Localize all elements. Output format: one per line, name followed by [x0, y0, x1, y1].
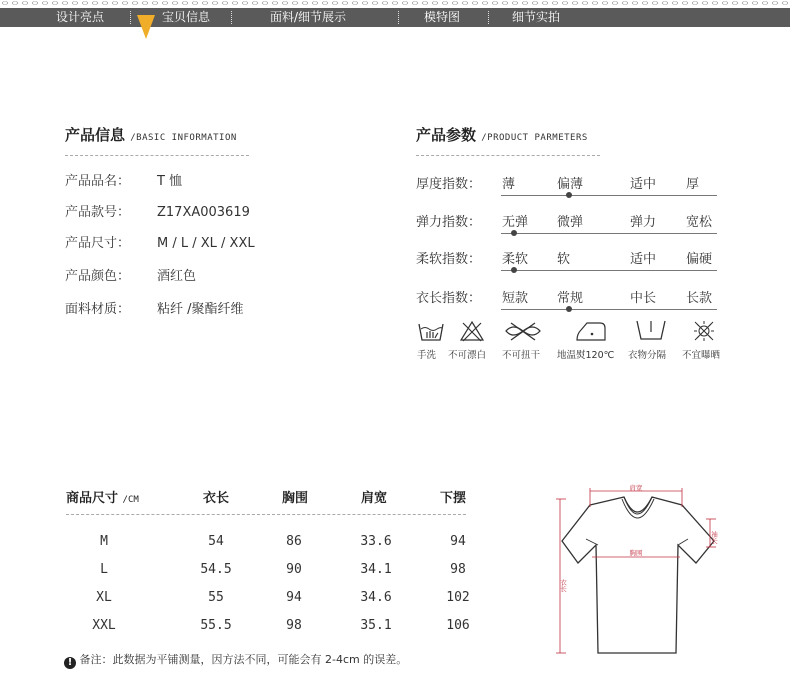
param-option: 宽松: [686, 215, 713, 230]
divider: [416, 155, 600, 156]
no-bleach-icon: [459, 320, 485, 342]
info-value: 粘纤 /聚酯纤维: [157, 302, 244, 317]
size-table-cell: 86: [286, 534, 302, 549]
param-option: 长款: [686, 291, 713, 306]
param-option: 弹力: [630, 215, 657, 230]
size-table-cell: 34.1: [360, 562, 392, 577]
size-table-header-chest: 胸围: [282, 491, 309, 506]
size-table-cell: 94: [286, 590, 302, 605]
nav-separator: [130, 11, 131, 24]
size-table-cell: 54: [208, 534, 224, 549]
warning-icon: !: [64, 657, 76, 669]
care-label: 不宜曝晒: [682, 350, 721, 361]
param-option: 适中: [630, 252, 657, 267]
info-row-name: [65, 170, 182, 189]
info-value: M / L / XL / XXL: [157, 236, 255, 251]
size-table-cell: 35.1: [360, 618, 392, 633]
param-option: 软: [557, 252, 571, 267]
param-option: 常规: [557, 291, 584, 306]
nav-item-product-info[interactable]: 宝贝信息: [162, 10, 211, 24]
size-table-header-hem: 下摆: [440, 491, 467, 506]
tshirt-icon: [562, 497, 714, 653]
care-label: 不可漂白: [448, 350, 487, 361]
param-option: 偏硬: [686, 252, 713, 267]
info-label: 产品颜色：: [65, 269, 131, 284]
param-option: 无弹: [502, 215, 529, 230]
product-info-subtitle: /BASIC INFORMATION: [130, 133, 237, 143]
param-label: 厚度指数：: [416, 177, 482, 192]
size-table-cell: 34.6: [360, 590, 392, 605]
info-label: 产品款号：: [65, 205, 131, 220]
param-label: 衣长指数：: [416, 291, 482, 306]
size-table-header-length: 衣长: [203, 491, 230, 506]
product-info-title-text: 产品信息: [65, 126, 126, 144]
nav-separator: [488, 11, 489, 24]
size-note-text: 备注：此数据为平铺测量，因方法不同，可能会有 2-4cm 的误差。: [79, 653, 408, 666]
care-label: 不可扭干: [502, 350, 541, 361]
param-scale-line: [501, 233, 717, 234]
iron-low-icon: [574, 320, 608, 342]
size-note: [64, 651, 407, 669]
size-table-cell: XXL: [92, 618, 116, 633]
nav-item-detail-photos[interactable]: 细节实拍: [512, 10, 561, 24]
param-option: 短款: [502, 291, 529, 306]
divider: [65, 155, 249, 156]
param-option: 薄: [502, 177, 516, 192]
param-option: 微弹: [557, 215, 584, 230]
info-row-color: [65, 265, 196, 284]
size-table-cell: M: [100, 534, 108, 549]
no-wring-icon: [503, 320, 543, 342]
param-scale-marker: [566, 192, 572, 198]
info-value: T 恤: [157, 174, 183, 189]
top-nav: [0, 0, 790, 30]
care-label: 地温熨120℃: [557, 350, 615, 361]
nav-item-fabric[interactable]: 面料/细节展示: [270, 10, 347, 24]
chain-border: [0, 0, 790, 6]
size-table-header-shoulder: 肩宽: [361, 491, 388, 506]
size-table-header-size: [66, 487, 139, 506]
nav-separator: [398, 11, 399, 24]
size-table-cell: XL: [96, 590, 112, 605]
length-label: 衣长: [559, 579, 567, 592]
nav-bar: [0, 8, 790, 27]
size-table-cell: 55.5: [200, 618, 232, 633]
info-label: 面料材质：: [65, 302, 131, 317]
size-table-cell: L: [100, 562, 108, 577]
param-scale-line: [501, 195, 717, 196]
product-params-title-text: 产品参数: [416, 126, 477, 144]
active-tab-marker: [137, 15, 155, 39]
info-row-size: [65, 232, 255, 251]
size-table-cell: 98: [450, 562, 466, 577]
sleeve-label: 袖长: [710, 531, 718, 544]
tshirt-measure-diagram: [552, 479, 722, 657]
info-row-style-no: [65, 201, 250, 220]
param-option: 偏薄: [557, 177, 584, 192]
param-option: 中长: [630, 291, 657, 306]
size-table-cell: 54.5: [200, 562, 232, 577]
info-row-material: [65, 298, 244, 317]
info-value: 酒红色: [157, 269, 197, 284]
size-table-cell: 55: [208, 590, 224, 605]
param-option: 厚: [686, 177, 700, 192]
param-scale-marker: [566, 306, 572, 312]
nav-item-design[interactable]: 设计亮点: [56, 10, 105, 24]
product-params-subtitle: /PRODUCT PARMETERS: [481, 133, 588, 143]
param-option: 柔软: [502, 252, 529, 267]
chest-label: 胸围: [629, 549, 643, 557]
param-scale-marker: [511, 230, 517, 236]
nav-separator: [231, 11, 232, 24]
param-option: 适中: [630, 177, 657, 192]
wash-separately-icon: [634, 318, 668, 342]
shoulder-label: 肩宽: [629, 484, 643, 492]
size-header-label: 商品尺寸: [66, 491, 119, 506]
care-label: 手洗: [417, 350, 437, 361]
size-unit: /CM: [122, 495, 139, 505]
param-scale-line: [501, 270, 717, 271]
info-label: 产品尺寸：: [65, 236, 131, 251]
divider: [66, 514, 466, 515]
param-scale-marker: [511, 267, 517, 273]
param-label: 弹力指数：: [416, 215, 482, 230]
param-label: 柔软指数：: [416, 252, 482, 267]
size-table-cell: 90: [286, 562, 302, 577]
nav-item-model[interactable]: 模特图: [424, 10, 461, 24]
size-table-cell: 98: [286, 618, 302, 633]
size-table-cell: 102: [446, 590, 470, 605]
size-table-cell: 106: [446, 618, 470, 633]
param-scale-line: [501, 309, 717, 310]
hand-wash-icon: [417, 320, 445, 342]
size-table-cell: 94: [450, 534, 466, 549]
product-info-title: [65, 124, 237, 145]
product-params-title: [416, 124, 588, 145]
info-value: Z17XA003619: [157, 205, 250, 220]
care-label: 衣物分隔: [628, 350, 667, 361]
size-table-cell: 33.6: [360, 534, 392, 549]
info-label: 产品品名：: [65, 174, 131, 189]
no-sun-icon: [692, 320, 716, 342]
